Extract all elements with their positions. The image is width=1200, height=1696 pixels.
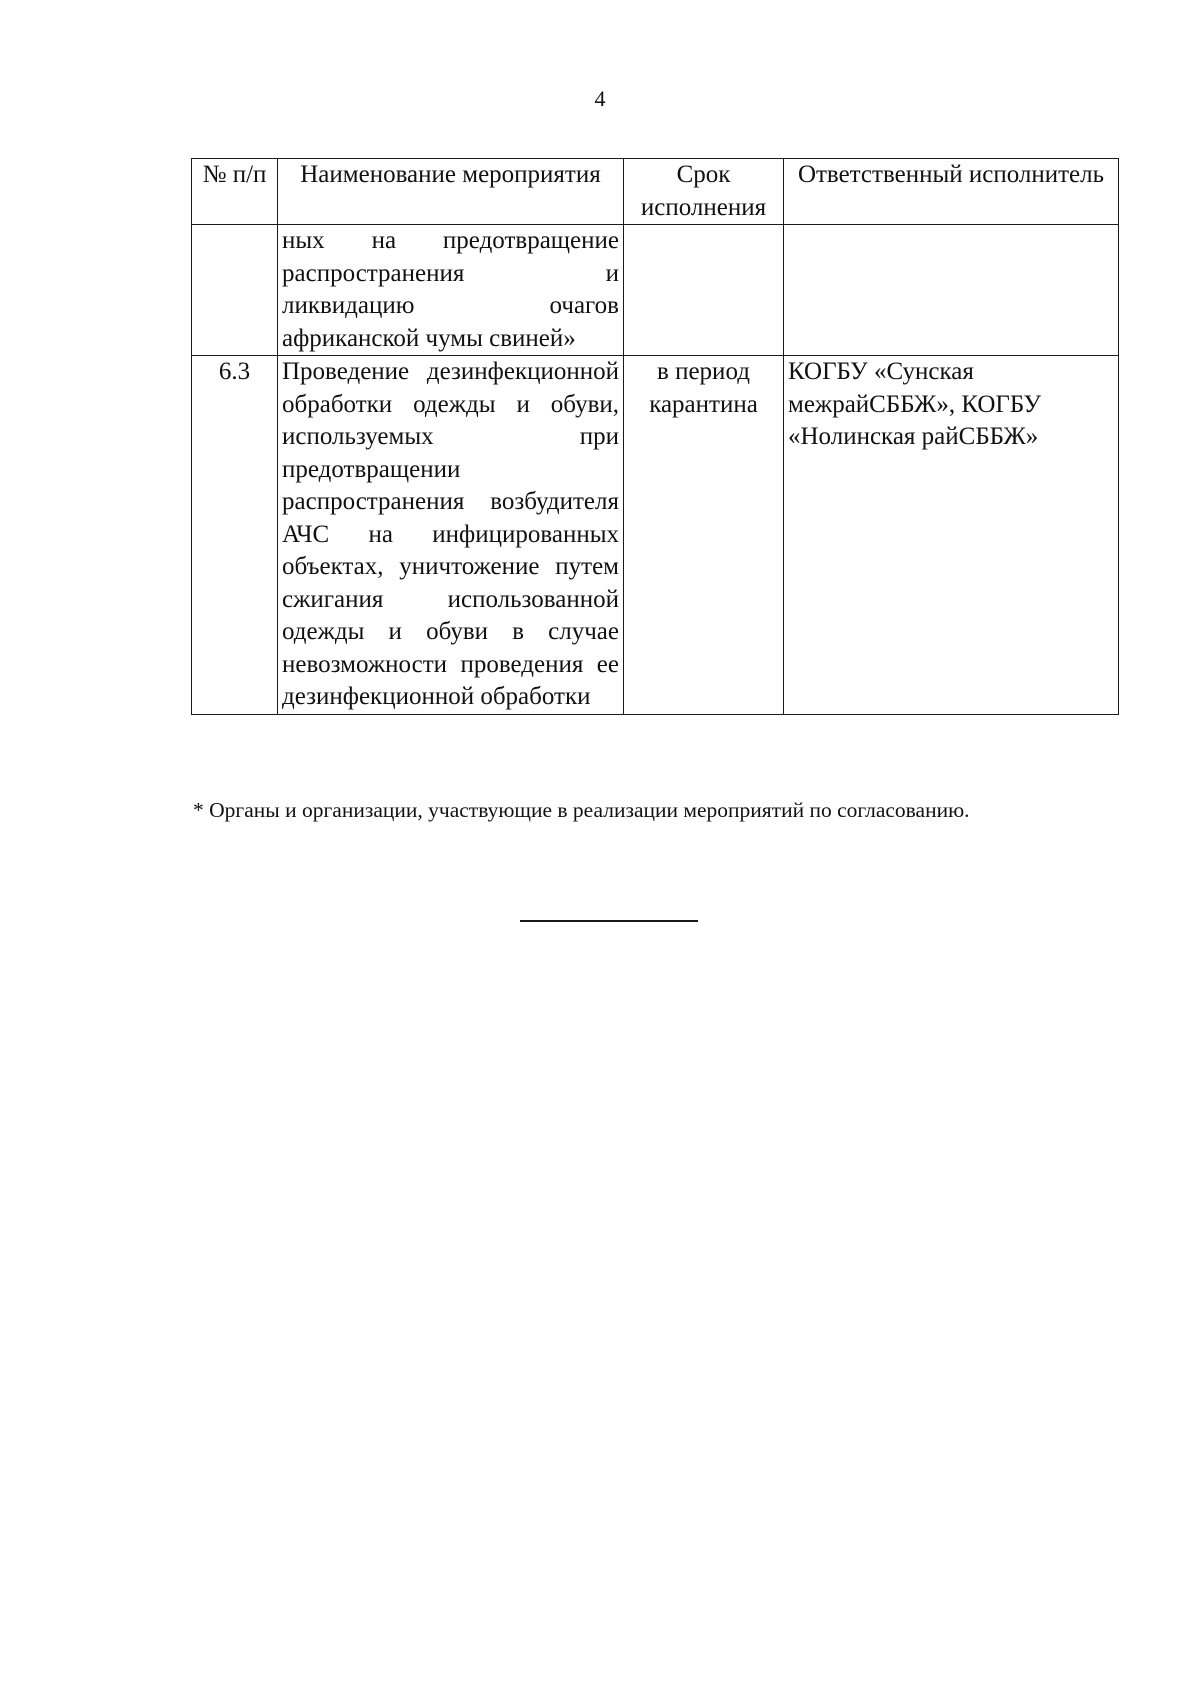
row-measure-name: ных на предотвращение распространения и ликвидацию очагов африканской чумы свиней»: [278, 225, 624, 356]
row-responsible: КОГБУ «Сунская межрайСББЖ», КОГБУ «Нолинская райСББЖ»: [784, 356, 1119, 715]
row-number: 6.3: [192, 356, 278, 715]
table-row: [192, 356, 1119, 715]
closing-rule: [520, 920, 698, 922]
row-responsible: [784, 225, 1119, 356]
header-deadline: Срок исполнения: [624, 159, 784, 225]
table-header-row: [192, 159, 1119, 225]
row-deadline: [624, 225, 784, 356]
header-measure-name: Наименование мероприятия: [278, 159, 624, 225]
page-number: 4: [594, 86, 606, 111]
row-number: [192, 225, 278, 356]
table-row: [192, 225, 1119, 356]
header-responsible: Ответственный исполнитель: [784, 159, 1119, 225]
row-deadline: в период карантина: [624, 356, 784, 715]
row-measure-name: Проведение дезинфекционной обработки одежды и обуви, используемых при предотвращении распространения возбудителя АЧС на инфицированных объектах, уничтожение путем сжигания использованной одежды и обуви в случае невозможности проведения ее дезинфекционной обработки: [278, 356, 624, 715]
measures-table: [191, 158, 1119, 715]
header-number: № п/п: [192, 159, 278, 225]
footnote: * Органы и организации, участвующие в реализации мероприятий по согласованию.: [193, 798, 970, 822]
